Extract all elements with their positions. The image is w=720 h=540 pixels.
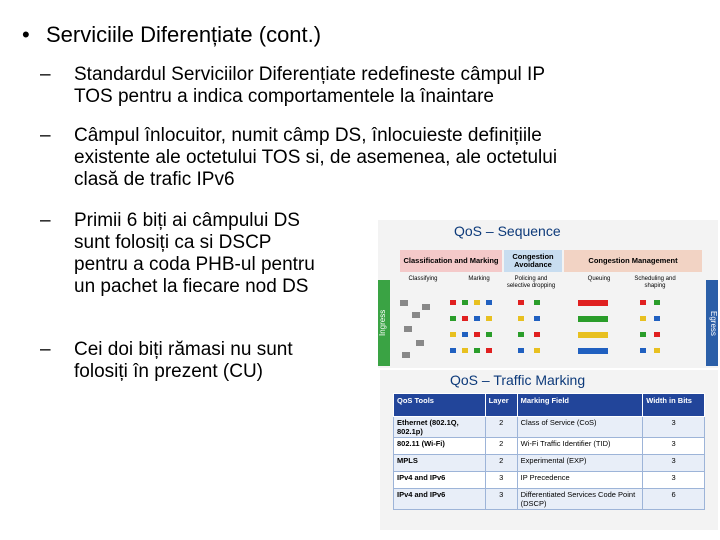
subbullet-line: sunt folosiți ca si DSCP [74,232,272,253]
subbullet-line: existente ale octetului TOS si, de asemenea, ale octetului [74,147,558,168]
cell: Differentiated Services Code Point (DSCP) [517,489,643,510]
table-row [394,438,705,455]
col-header: Marking Field [517,394,643,417]
bullet-glyph: • [22,22,30,47]
stage-scheduling: Scheduling and shaping [634,276,676,289]
col-header: Layer [485,394,517,417]
bullet-text: Serviciile Diferențiate (cont.) [46,22,322,47]
cell: 2 [485,417,517,438]
figure-title: QoS – Sequence [454,223,561,239]
dash: – [40,210,51,231]
subbullet-line: clasă de trafic IPv6 [74,169,235,190]
main-bullet [22,22,321,48]
cell: 3 [485,472,517,489]
dash: – [40,125,51,146]
cell: 3 [485,489,517,510]
col-header: QoS Tools [394,394,486,417]
cell: 2 [485,438,517,455]
band-congestion-avoidance: Congestion Avoidance [504,250,562,272]
subbullet-line: TOS pentru a indica comportamentele la înaintare [74,86,494,107]
packet-flow-graphic [378,220,718,368]
subbullet-line: pentru a coda PHB-ul pentru [74,254,315,275]
dash: – [40,64,51,85]
ingress-label: Ingress [378,280,390,366]
table-row [394,455,705,472]
subbullet-2 [40,125,557,191]
dash: – [40,339,51,360]
subbullet-3 [40,210,315,298]
stage-marking: Marking [468,276,490,282]
subbullet-4 [40,339,293,383]
cell: IPv4 and IPv6 [394,489,486,510]
cell: Wi-Fi Traffic Identifier (TID) [517,438,643,455]
table-row [394,489,705,510]
table-row [394,472,705,489]
subbullet-line: Standardul Serviciilor Diferențiate redefineste câmpul IP [74,64,546,85]
subbullet-1 [40,64,545,108]
subbullet-line: Primii 6 biți ai câmpului DS [74,210,300,231]
marking-table [393,393,705,510]
cell: 3 [643,417,705,438]
band-congestion-management: Congestion Management [564,250,702,272]
cell: 3 [643,438,705,455]
figure-title: QoS – Traffic Marking [450,372,586,388]
stage-classifying: Classifying [408,276,438,282]
egress-label: Egress [706,280,718,366]
cell: MPLS [394,455,486,472]
band-classification: Classification and Marking [400,250,502,272]
cell: 3 [643,472,705,489]
table-header-row [394,394,705,417]
subbullet-line: folosiți în prezent (CU) [74,361,264,382]
qos-sequence-figure [378,220,718,368]
cell: 2 [485,455,517,472]
cell: IPv4 and IPv6 [394,472,486,489]
cell: 6 [643,489,705,510]
cell: Experimental (EXP) [517,455,643,472]
table-row [394,417,705,438]
subbullet-line: un pachet la fiecare nod DS [74,276,309,297]
cell: 3 [643,455,705,472]
cell: IP Precedence [517,472,643,489]
subbullet-line: Cei doi biți rămasi nu sunt [74,339,293,360]
cell: Ethernet (802.1Q, 802.1p) [394,417,486,438]
stage-queuing: Queuing [587,276,611,282]
cell: Class of Service (CoS) [517,417,643,438]
qos-traffic-marking-figure [380,370,718,530]
col-header: Width in Bits [643,394,705,417]
stage-policing: Policing and selective dropping [506,276,556,289]
cell: 802.11 (Wi-Fi) [394,438,486,455]
subbullet-line: Câmpul înlocuitor, numit câmp DS, înlocuieste definițiile [74,125,542,146]
